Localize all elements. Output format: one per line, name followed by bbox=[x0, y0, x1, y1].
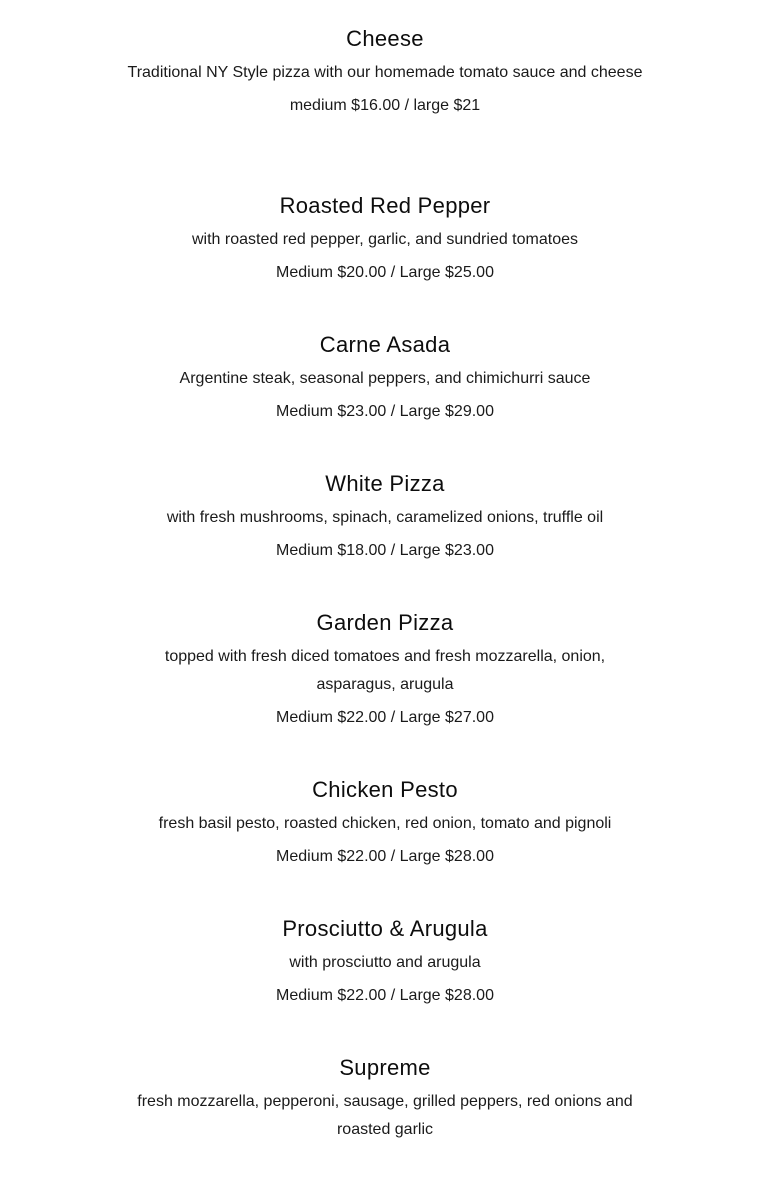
item-description: Traditional NY Style pizza with our homemade tomato sauce and cheese bbox=[127, 64, 643, 81]
item-title: Garden Pizza bbox=[316, 610, 454, 635]
menu-item-chicken-pesto bbox=[125, 776, 645, 915]
item-price: Medium $22.00 / Large $28.00 bbox=[276, 848, 494, 865]
item-description: with roasted red pepper, garlic, and sundried tomatoes bbox=[191, 231, 578, 248]
menu-item-carne-asada bbox=[125, 331, 645, 470]
item-title: Prosciutto & Arugula bbox=[282, 916, 488, 941]
item-description: Argentine steak, seasonal peppers, and chimichurri sauce bbox=[179, 370, 591, 387]
item-description: fresh mozzarella, pepperoni, sausage, grilled peppers, red onions and roasted garlic bbox=[137, 1093, 633, 1138]
menu-item-garden-pizza bbox=[125, 609, 645, 776]
item-description: fresh basil pesto, roasted chicken, red onion, tomato and pignoli bbox=[158, 815, 612, 832]
item-description: topped with fresh diced tomatoes and fresh mozzarella, onion, asparagus, arugula bbox=[164, 648, 606, 693]
menu-item-roasted-red-pepper bbox=[125, 192, 645, 331]
item-title: Cheese bbox=[346, 26, 424, 51]
item-price: Medium $22.00 / Large $27.00 bbox=[276, 709, 494, 726]
item-title: Supreme bbox=[339, 1055, 431, 1080]
item-price: Medium $18.00 / Large $23.00 bbox=[276, 542, 494, 559]
item-price: medium $16.00 / large $21 bbox=[289, 97, 481, 114]
item-title: White Pizza bbox=[325, 471, 445, 496]
menu-item-white-pizza bbox=[125, 470, 645, 609]
menu-item-prosciutto-arugula bbox=[125, 915, 645, 1054]
item-title: Roasted Red Pepper bbox=[279, 193, 491, 218]
item-price: Medium $22.00 / Large $28.00 bbox=[276, 987, 494, 1004]
item-title: Chicken Pesto bbox=[312, 777, 458, 802]
item-title: Carne Asada bbox=[319, 332, 451, 357]
menu-item-supreme bbox=[125, 1054, 645, 1193]
item-price: Medium $23.00 / Large $29.00 bbox=[276, 403, 494, 420]
item-description: with prosciutto and arugula bbox=[289, 954, 481, 971]
item-price: Medium $20.00 / Large $25.00 bbox=[276, 264, 494, 281]
item-description: with fresh mushrooms, spinach, caramelized onions, truffle oil bbox=[166, 509, 604, 526]
pizza-menu bbox=[0, 25, 770, 1193]
menu-item-cheese bbox=[125, 25, 645, 192]
